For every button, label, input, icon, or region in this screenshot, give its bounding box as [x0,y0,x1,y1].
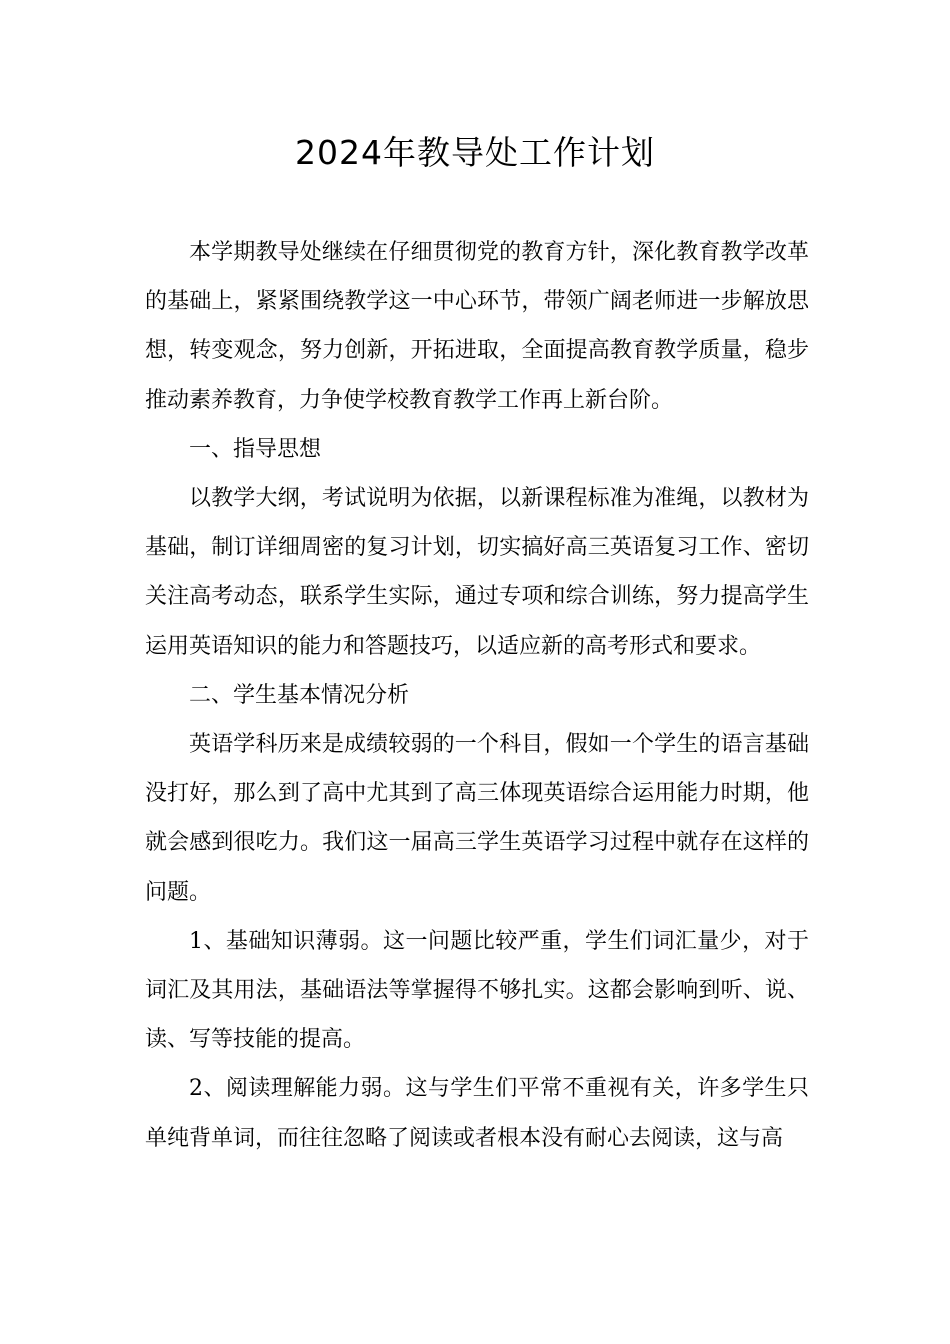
paragraph-guiding-thought: 以教学大纲，考试说明为依据，以新课程标准为准绳，以教材为基础，制订详细周密的复习计划，切实搞好高三英语复习工作、密切关注高考动态，联系学生实际，通过专项和综合训练，努力提高学生运用英语知识的能力和答题技巧，以适应新的高考形式和要求。 [145,486,809,659]
paragraph-point-2: 2、阅读理解能力弱。这与学生们平常不重视有关，许多学生只单纯背单词，而往往忽略了阅读或者根本没有耐心去阅读，这与高 [145,1076,809,1151]
document-body [145,228,809,1163]
heading-guiding-thought: 一、指导思想 [189,436,322,462]
paragraph-student-analysis: 英语学科历来是成绩较弱的一个科目，假如一个学生的语言基础没打好，那么到了高中尤其到了高三体现英语综合运用能力时期，他就会感到很吃力。我们这一届高三学生英语学习过程中就存在这样的问题。 [145,732,809,905]
paragraph-intro: 本学期教导处继续在仔细贯彻党的教育方针，深化教育教学改革的基础上，紧紧围绕教学这一中心环节，带领广阔老师进一步解放思想，转变观念，努力创新，开拓进取，全面提高教育教学质量，稳步推动素养教育，力争使学校教育教学工作再上新台阶。 [145,240,809,413]
document-title: 2024年教导处工作计划 [295,133,655,172]
heading-student-analysis: 二、学生基本情况分析 [189,682,410,708]
paragraph-point-1: 1、基础知识薄弱。这一问题比较严重，学生们词汇量少，对于词汇及其用法，基础语法等掌握得不够扎实。这都会影响到听、说、读、写等技能的提高。 [145,928,809,1053]
